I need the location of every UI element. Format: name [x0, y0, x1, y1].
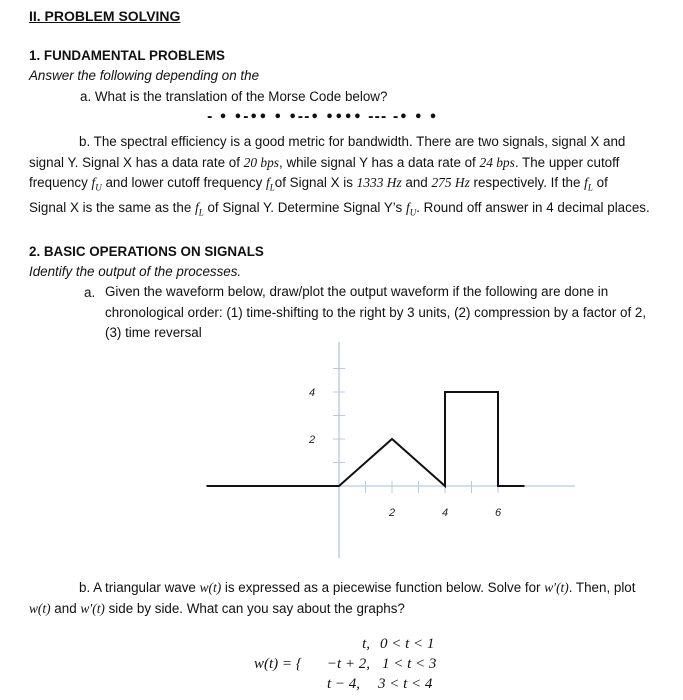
x-tick-label: 6: [494, 507, 502, 519]
question-1b-line-2: signal Y. Signal X has a data rate of 20 bps, while signal Y has a data rate of 24 bps. The upper cutoff: [29, 154, 620, 170]
y-tick-label: 4: [308, 387, 316, 399]
question-2b: [29, 578, 635, 619]
piecewise-rows: [326, 636, 450, 696]
question-2a-line-1: Given the waveform below, draw/plot the output waveform if the following are done in: [105, 284, 609, 299]
fundamental-problems-heading: 1. FUNDAMENTAL PROBLEMS: [29, 48, 225, 63]
basic-operations-instruction: Identify the output of the processes.: [29, 264, 242, 279]
y-tick-label: 2: [308, 434, 316, 446]
question-2b-line-2: w(t) and w′(t) side by side. What can you say about the graphs?: [29, 600, 405, 616]
equation-lhs: w(t) = {: [254, 656, 302, 672]
piecewise-row: −t + 2, 1 < t < 3: [326, 656, 437, 672]
question-2a-line-3: (3) time reversal: [105, 325, 202, 340]
waveform-line: [207, 392, 525, 486]
question-2b-line-1: b. A triangular wave w(t) is expressed as a piecewise function below. Solve for w′(t). Then, plot: [79, 580, 636, 595]
question-2a-line-2: chronological order: (1) time-shifting to the right by 3 units, (2) compression by a factor of 2,: [105, 304, 647, 320]
question-1b-line-4: Signal X is the same as the $f_L$ of Signal Y. Determine Signal Y’s $f_U$. Round off answer in 4 decimal places.: [29, 200, 650, 218]
question-2a-label: a.: [84, 285, 96, 300]
basic-operations-heading: 2. BASIC OPERATIONS ON SIGNALS: [29, 244, 264, 259]
x-tick-label: 2: [388, 507, 396, 519]
piecewise-row: t − 4, 3 < t < 4: [326, 676, 433, 692]
piecewise-row: t, 0 < t < 1: [362, 636, 435, 652]
question-1b-line-3: frequency $f_U$ and lower cutoff frequency $f_Lof$ Signal X is 1333 Hz and 275 Hz respectively. If the $f_L$ of: [29, 175, 608, 193]
question-1b-line-1: b. The spectral efficiency is a good metric for bandwidth. There are two signals, signal X and: [79, 134, 626, 149]
section-title: II. PROBLEM SOLVING: [29, 8, 181, 24]
morse-code: - • •-•• • •--• •••• --- -• • •: [207, 110, 439, 125]
x-tick-label: 4: [441, 507, 449, 519]
question-1a: a. What is the translation of the Morse Code below?: [80, 89, 388, 104]
fundamental-problems-instruction: Answer the following depending on the: [29, 68, 260, 83]
